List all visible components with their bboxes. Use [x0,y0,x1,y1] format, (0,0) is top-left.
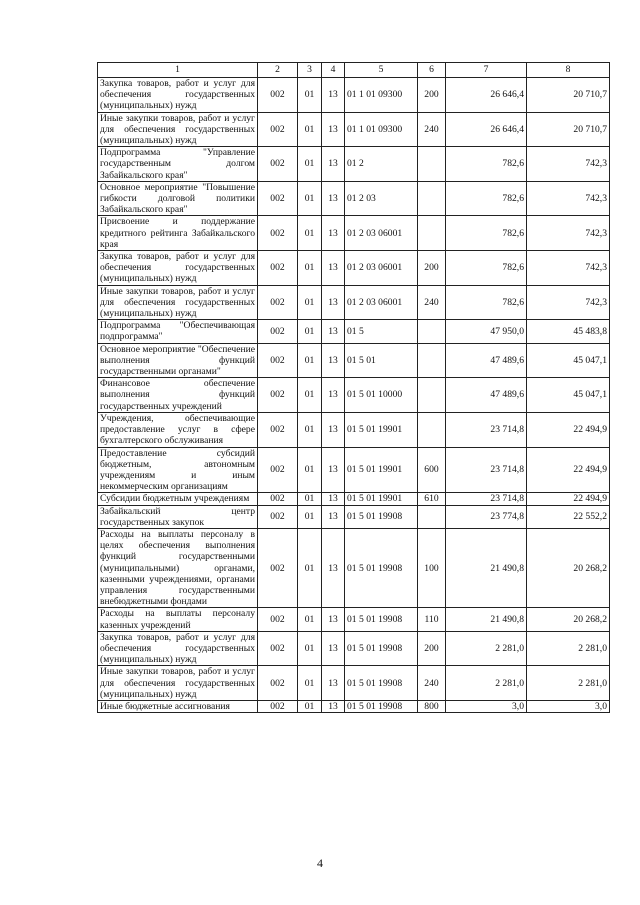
admin-code: 002 [258,320,298,343]
table-row [98,78,610,113]
section-code: 01 [298,320,322,343]
table-row [98,112,610,147]
expense-type: 600 [418,447,446,493]
admin-code: 002 [258,447,298,493]
expense-type: 800 [418,700,446,712]
row-name: Основное мероприятие "Обеспечение выполнения функций государственными органами" [98,343,258,378]
target-article: 01 5 01 19901 [345,412,418,447]
table-row [98,493,610,505]
row-name: Подпрограмма "Обеспечивающая подпрограмма" [98,320,258,343]
section-code: 01 [298,78,322,113]
target-article: 01 2 03 06001 [345,285,418,320]
subsection-code: 13 [322,700,345,712]
section-code: 01 [298,608,322,631]
row-name: Иные бюджетные ассигнования [98,700,258,712]
amount-col8: 45 483,8 [527,320,610,343]
amount-col7: 21 490,8 [446,528,527,607]
subsection-code: 13 [322,320,345,343]
header-cell: 4 [322,63,345,78]
section-code: 01 [298,216,322,251]
amount-col8: 22 494,9 [527,447,610,493]
table-row [98,700,610,712]
admin-code: 002 [258,631,298,666]
subsection-code: 13 [322,412,345,447]
target-article: 01 2 [345,147,418,182]
expense-type [418,216,446,251]
header-cell: 8 [527,63,610,78]
row-name: Закупка товаров, работ и услуг для обеспечения государственных (муниципальных) нужд [98,78,258,113]
row-name: Иные закупки товаров, работ и услуг для обеспечения государственных (муниципальных) нужд [98,666,258,701]
target-article: 01 5 01 19908 [345,505,418,528]
table-row [98,528,610,607]
amount-col8: 3,0 [527,700,610,712]
amount-col8: 742,3 [527,216,610,251]
amount-col7: 47 950,0 [446,320,527,343]
expense-type [418,378,446,413]
amount-col8: 742,3 [527,147,610,182]
target-article: 01 5 01 19901 [345,447,418,493]
table-row [98,216,610,251]
expense-type: 200 [418,251,446,286]
subsection-code: 13 [322,216,345,251]
admin-code: 002 [258,343,298,378]
section-code: 01 [298,181,322,216]
table-row [98,666,610,701]
expense-type: 100 [418,528,446,607]
amount-col7: 23 774,8 [446,505,527,528]
amount-col7: 782,6 [446,251,527,286]
row-name: Иные закупки товаров, работ и услуг для обеспечения государственных (муниципальных) нужд [98,285,258,320]
amount-col8: 20 268,2 [527,528,610,607]
expense-type: 240 [418,666,446,701]
table-row [98,343,610,378]
header-cell: 3 [298,63,322,78]
expense-type [418,412,446,447]
expense-type: 110 [418,608,446,631]
row-name: Закупка товаров, работ и услуг для обеспечения государственных (муниципальных) нужд [98,251,258,286]
table-row [98,505,610,528]
table-row [98,631,610,666]
admin-code: 002 [258,412,298,447]
subsection-code: 13 [322,608,345,631]
target-article: 01 2 03 06001 [345,216,418,251]
row-name: Предоставление субсидий бюджетным, автономным учреждениям и иным некоммерческим организациям [98,447,258,493]
row-name: Подпрограмма "Управление государственным долгом Забайкальского края" [98,147,258,182]
subsection-code: 13 [322,147,345,182]
subsection-code: 13 [322,343,345,378]
admin-code: 002 [258,493,298,505]
expense-type [418,320,446,343]
header-cell: 1 [98,63,258,78]
amount-col7: 2 281,0 [446,666,527,701]
admin-code: 002 [258,285,298,320]
target-article: 01 5 01 [345,343,418,378]
amount-col7: 26 646,4 [446,78,527,113]
amount-col8: 22 552,2 [527,505,610,528]
expense-type [418,343,446,378]
table-row [98,285,610,320]
section-code: 01 [298,505,322,528]
amount-col8: 742,3 [527,251,610,286]
target-article: 01 5 01 10000 [345,378,418,413]
amount-col7: 47 489,6 [446,343,527,378]
expense-type: 610 [418,493,446,505]
row-name: Расходы на выплаты персоналу в целях обеспечения выполнения функций государственными (муниципальными) органами, казенными учреждениями, органами управления государственными внебюджетными фондами [98,528,258,607]
admin-code: 002 [258,505,298,528]
table-row [98,412,610,447]
admin-code: 002 [258,528,298,607]
subsection-code: 13 [322,285,345,320]
header-row [98,63,610,78]
section-code: 01 [298,251,322,286]
table-row [98,181,610,216]
admin-code: 002 [258,666,298,701]
row-name: Закупка товаров, работ и услуг для обеспечения государственных (муниципальных) нужд [98,631,258,666]
amount-col8: 20 710,7 [527,112,610,147]
section-code: 01 [298,631,322,666]
amount-col8: 20 268,2 [527,608,610,631]
subsection-code: 13 [322,631,345,666]
header-cell: 6 [418,63,446,78]
target-article: 01 5 01 19908 [345,666,418,701]
expense-type [418,181,446,216]
amount-col8: 22 494,9 [527,493,610,505]
section-code: 01 [298,285,322,320]
expense-type: 240 [418,285,446,320]
admin-code: 002 [258,181,298,216]
subsection-code: 13 [322,493,345,505]
section-code: 01 [298,112,322,147]
section-code: 01 [298,378,322,413]
row-name: Присвоение и поддержание кредитного рейтинга Забайкальского края [98,216,258,251]
expense-type: 240 [418,112,446,147]
admin-code: 002 [258,112,298,147]
row-name: Субсидии бюджетным учреждениям [98,493,258,505]
admin-code: 002 [258,251,298,286]
amount-col8: 22 494,9 [527,412,610,447]
section-code: 01 [298,700,322,712]
expense-type: 200 [418,78,446,113]
subsection-code: 13 [322,528,345,607]
subsection-code: 13 [322,181,345,216]
amount-col7: 3,0 [446,700,527,712]
amount-col7: 23 714,8 [446,447,527,493]
row-name: Финансовое обеспечение выполнения функций государственных учреждений [98,378,258,413]
section-code: 01 [298,666,322,701]
page-number: 4 [317,856,323,870]
table-row [98,608,610,631]
row-name: Основное мероприятие "Повышение гибкости долговой политики Забайкальского края" [98,181,258,216]
amount-col7: 21 490,8 [446,608,527,631]
target-article: 01 5 01 19908 [345,700,418,712]
target-article: 01 5 01 19901 [345,493,418,505]
admin-code: 002 [258,608,298,631]
target-article: 01 5 01 19908 [345,631,418,666]
subsection-code: 13 [322,447,345,493]
expense-type [418,505,446,528]
section-code: 01 [298,412,322,447]
section-code: 01 [298,528,322,607]
admin-code: 002 [258,216,298,251]
budget-table [97,62,610,713]
row-name: Учреждения, обеспечивающие предоставление услуг в сфере бухгалтерского обслуживания [98,412,258,447]
table-row [98,251,610,286]
header-cell: 7 [446,63,527,78]
table-row [98,320,610,343]
amount-col8: 45 047,1 [527,343,610,378]
amount-col7: 782,6 [446,216,527,251]
amount-col7: 782,6 [446,285,527,320]
row-name: Иные закупки товаров, работ и услуг для обеспечения государственных (муниципальных) нужд [98,112,258,147]
subsection-code: 13 [322,378,345,413]
row-name: Забайкальский центр государственных закупок [98,505,258,528]
table-row [98,147,610,182]
amount-col8: 2 281,0 [527,666,610,701]
section-code: 01 [298,343,322,378]
row-name: Расходы на выплаты персоналу казенных учреждений [98,608,258,631]
amount-col7: 2 281,0 [446,631,527,666]
section-code: 01 [298,493,322,505]
amount-col7: 23 714,8 [446,493,527,505]
section-code: 01 [298,147,322,182]
table-row [98,378,610,413]
target-article: 01 5 01 19908 [345,528,418,607]
amount-col7: 782,6 [446,181,527,216]
subsection-code: 13 [322,112,345,147]
amount-col8: 20 710,7 [527,78,610,113]
amount-col7: 26 646,4 [446,112,527,147]
admin-code: 002 [258,378,298,413]
header-cell: 5 [345,63,418,78]
target-article: 01 2 03 06001 [345,251,418,286]
expense-type [418,147,446,182]
target-article: 01 1 01 09300 [345,78,418,113]
admin-code: 002 [258,78,298,113]
amount-col8: 742,3 [527,285,610,320]
table-row [98,447,610,493]
amount-col8: 45 047,1 [527,378,610,413]
amount-col8: 742,3 [527,181,610,216]
section-code: 01 [298,447,322,493]
subsection-code: 13 [322,505,345,528]
admin-code: 002 [258,147,298,182]
subsection-code: 13 [322,666,345,701]
amount-col7: 23 714,8 [446,412,527,447]
target-article: 01 5 [345,320,418,343]
amount-col8: 2 281,0 [527,631,610,666]
subsection-code: 13 [322,78,345,113]
subsection-code: 13 [322,251,345,286]
target-article: 01 2 03 [345,181,418,216]
target-article: 01 1 01 09300 [345,112,418,147]
amount-col7: 782,6 [446,147,527,182]
target-article: 01 5 01 19908 [345,608,418,631]
expense-type: 200 [418,631,446,666]
header-cell: 2 [258,63,298,78]
admin-code: 002 [258,700,298,712]
amount-col7: 47 489,6 [446,378,527,413]
